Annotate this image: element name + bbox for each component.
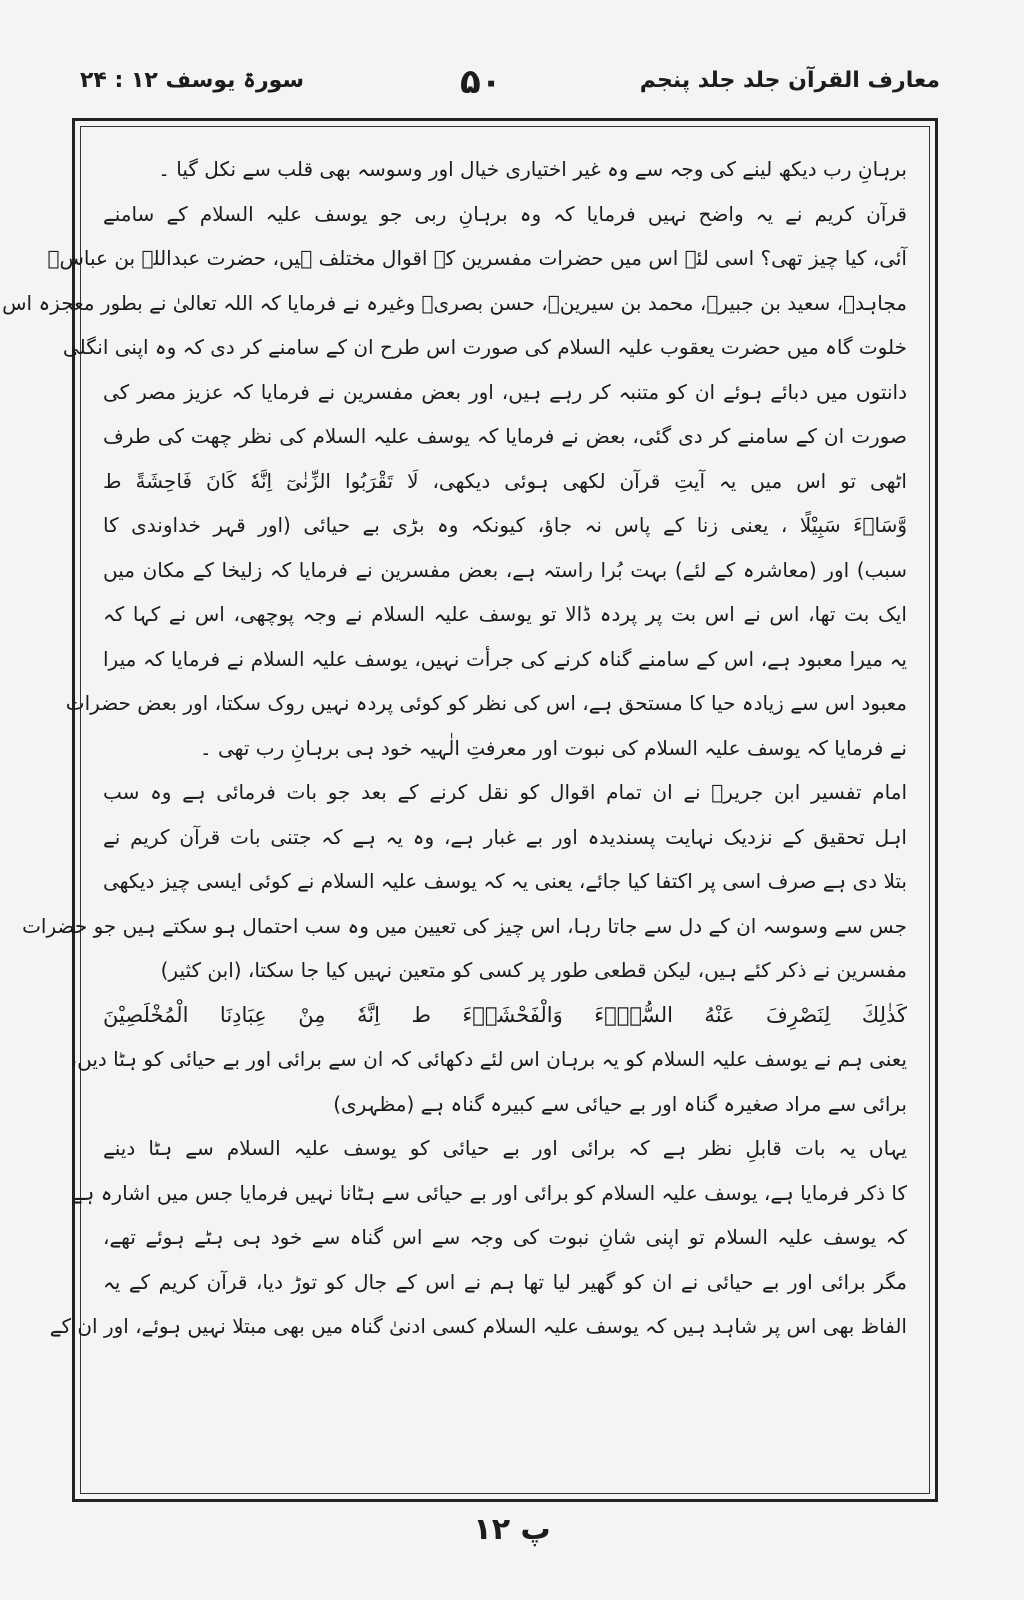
text-line: کا ذکر فرمایا ہے، یوسف علیہ السلام کو برائی اور بے حیائی سے ہٹانا نہیں فرمایا جس میں اشارہ ہے [70, 1180, 907, 1205]
text-line: بتلا دی ہے صرف اسی پر اکتفا کیا جائے، یعنی یہ کہ یوسف علیہ السلام نے کوئی ایسی چیز دیکھی [103, 869, 907, 893]
page-header [80, 62, 940, 110]
para-mark: پ ۱۲ [473, 1512, 551, 1547]
surah-reference: سورۃ یوسف ۱۲ : ۲۴ [80, 68, 305, 93]
text-line: یہ میرا معبود ہے، اس کے سامنے گناہ کرنے کی جرأت نہیں، یوسف علیہ السلام نے فرمایا کہ میرا [103, 646, 907, 671]
text-line: برہانِ رب دیکھ لینے کی وجہ سے وہ غیر اختیاری خیال اور وسوسہ بھی قلب سے نکل گیا ۔ [158, 157, 907, 181]
text-line: مجاہدؒ، سعید بن جبیرؒ، محمد بن سیرینؒ، حسن بصریؒ وغیرہ نے فرمایا کہ اللہ تعالیٰ نے بطور معجزہ اس [2, 290, 907, 315]
text-line: یعنی ہم نے یوسف علیہ السلام کو یہ برہان اس لئے دکھائی کہ ان سے برائی اور بے حیائی کو ہٹا دیں، [70, 1047, 907, 1071]
text-line: دانتوں میں دبائے ہوئے ان کو متنبہ کر رہے ہیں، اور بعض مفسرین نے فرمایا کہ عزیز مصر کی [103, 379, 907, 404]
text-line: ایک بت تھا، اس نے اس بت پر پردہ ڈالا تو یوسف علیہ السلام نے وجہ پوچھی، اس نے کہا کہ [103, 602, 907, 626]
text-line: اہل تحقیق کے نزدیک نہایت پسندیدہ اور بے غبار ہے، وہ یہ ہے کہ جتنی بات قرآن کریم نے [103, 824, 907, 849]
quran-verse-line: كَذٰلِكَ لِنَصْرِفَ عَنْهُ السُّوْۗءَ وَالْفَحْشَاۗءَ ط اِنَّهٗ مِنْ عِبَادِنَا الْمُخْلَصِيْنَ [103, 1002, 907, 1027]
text-line: صورت ان کے سامنے کر دی گئی، بعض نے فرمایا کہ یوسف علیہ السلام کی نظر چھت کی طرف [103, 424, 907, 448]
text-line: آئی، کیا چیز تھی؟ اسی لئے اس میں حضرات مفسرین کے اقوال مختلف ہیں، حضرت عبداللہ بن عباسؓ [47, 246, 907, 270]
text-line: کہ یوسف علیہ السلام تو اپنی شانِ نبوت کی وجہ سے اس گناہ سے خود ہی ہٹے ہوئے تھے، [103, 1225, 907, 1249]
text-line: مگر برائی اور بے حیائی نے ان کو گھیر لیا تھا ہم نے اس کے جال کو توڑ دیا، قرآن کریم کے یہ [103, 1269, 907, 1294]
text-line: معبود اس سے زیادہ حیا کا مستحق ہے، اس کی نظر کو کوئی پردہ نہیں روک سکتا، اور بعض حضرات [65, 691, 907, 715]
text-frame [2, 118, 938, 1502]
text-line: نے فرمایا کہ یوسف علیہ السلام کی نبوت اور معرفتِ الٰہیہ خود ہی برہانِ رب تھی ۔ [199, 735, 907, 760]
book-title: معارف القرآن جلد جلد پنجم [639, 68, 940, 93]
text-line: اٹھی تو اس میں یہ آیتِ قرآن لکھی ہوئی دیکھی، لَا تَقْرَبُوا الزِّنٰىٓ اِنَّهٗ كَانَ فَاحِشَةً ط [103, 468, 907, 493]
text-line: سبب) اور (معاشرہ کے لئے) بہت بُرا راستہ ہے، بعض مفسرین نے فرمایا کہ زلیخا کے مکان میں [103, 557, 907, 582]
text-line: امام تفسیر ابن جریرؒ نے ان تمام اقوال کو نقل کرنے کے بعد جو بات فرمائی ہے وہ سب [103, 780, 907, 804]
page-number: ۵۰ [460, 62, 502, 102]
text-line: خلوت گاہ میں حضرت یعقوب علیہ السلام کی صورت اس طرح ان کے سامنے کر دی کہ وہ اپنی انگلی [62, 335, 907, 359]
text-line: وَّسَاۗءَ سَبِيْلًا ، یعنی زنا کے پاس نہ جاؤ، کیونکہ وہ بڑی بے حیائی (اور قہر خداوندی کا [103, 513, 907, 537]
text-line: یہاں یہ بات قابلِ نظر ہے کہ برائی اور بے حیائی کو یوسف علیہ السلام سے ہٹا دینے [103, 1136, 907, 1160]
text-line: مفسرین نے ذکر کئے ہیں، لیکن قطعی طور پر کسی کو متعین نہیں کیا جا سکتا، (ابن کثیر) [160, 958, 907, 982]
body-text [2, 126, 930, 1494]
text-line: جس سے وسوسہ ان کے دل سے جاتا رہا، اس چیز کی تعیین میں وہ سب احتمال ہو سکتے ہیں جو حضرات [22, 913, 907, 938]
text-line: قرآن کریم نے یہ واضح نہیں فرمایا کہ وہ برہانِ ربی جو یوسف علیہ السلام کے سامنے [103, 201, 907, 226]
text-line: برائی سے مراد صغیرہ گناہ اور بے حیائی سے کبیرہ گناہ ہے (مظہری) [333, 1091, 907, 1116]
text-line: الفاظ بھی اس پر شاہد ہیں کہ یوسف علیہ السلام کسی ادنیٰ گناہ میں بھی مبتلا نہیں ہوئے، اور ان کے [49, 1314, 907, 1338]
